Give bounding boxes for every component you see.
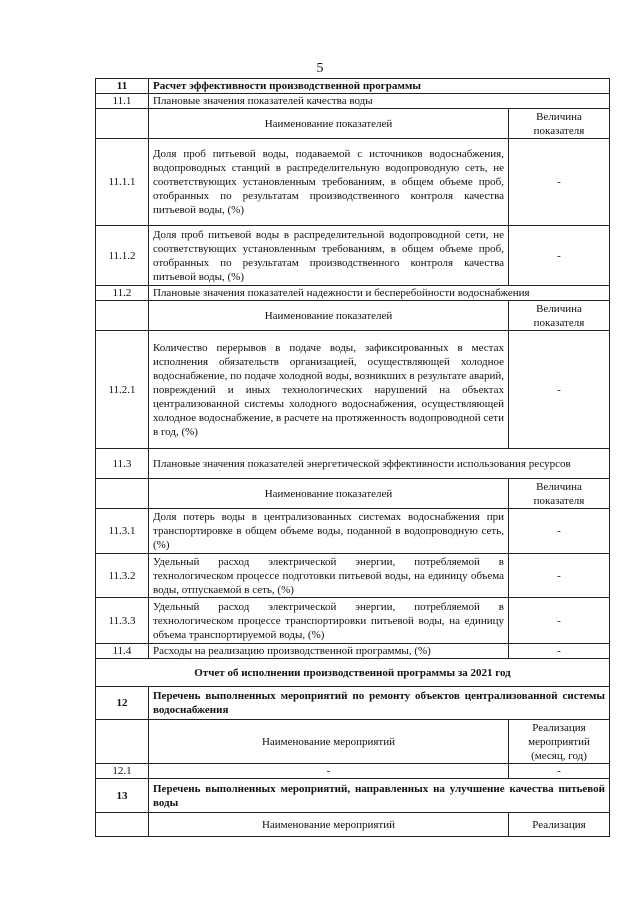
indicator-name: Удельный расход электрической энергии, потребляемой в технологическом процессе подготовки питьевой воды, на единицу объема воды, отпускаемой в сеть, (%) [149, 554, 509, 598]
table-header-row [96, 301, 610, 331]
indicator-name: Количество перерывов в подаче воды, зафиксированных в местах исполнения обязательств организацией, осуществляющей холодное водоснабжение, по подаче холодной воды, возникших в результате аварий, повреждений и иных технологических нарушений на объектах централизованной системы холодного водоснабжения, осуществляющей холодное водоснабжение, в расчете на протяженность водопроводной сети в год, (%) [149, 331, 509, 449]
page-number: 5 [316, 61, 324, 76]
row-number: 11 [96, 79, 149, 94]
table-header-row [96, 109, 610, 139]
column-header-name: Наименование показателей [149, 479, 509, 509]
indicator-value: - [509, 644, 610, 659]
indicator-value: - [509, 139, 610, 226]
row-number: 11.3.3 [96, 598, 149, 644]
row-number: 12.1 [96, 764, 149, 779]
indicator-name: Расходы на реализацию производственной программы, (%) [149, 644, 509, 659]
table-row [96, 598, 610, 644]
indicator-name: Доля проб питьевой воды, подаваемой с источников водоснабжения, водопроводных станций в распределительную водопроводную сеть, не соответствующих установленным требованиям, в общем объеме проб, отобранных по результатам производственного контроля качества питьевой воды, (%) [149, 139, 509, 226]
table-row [96, 779, 610, 813]
row-number: 13 [96, 779, 149, 813]
section-title: Перечень выполненных мероприятий по ремонту объектов централизованной системы водоснабжения [149, 687, 610, 720]
row-number: 11.3.1 [96, 509, 149, 554]
table-row [96, 94, 610, 109]
table-row [96, 509, 610, 554]
table-row [96, 554, 610, 598]
report-heading: Отчет об исполнении производственной программы за 2021 год [96, 659, 610, 687]
table-row [96, 764, 610, 779]
row-number: 11.1.2 [96, 226, 149, 286]
production-program-table [95, 78, 610, 837]
column-header-name: Наименование показателей [149, 109, 509, 139]
row-number: 11.4 [96, 644, 149, 659]
table-row [96, 449, 610, 479]
section-title: Плановые значения показателей надежности и бесперебойности водоснабжения [149, 286, 610, 301]
activity-name: - [149, 764, 509, 779]
table-row [96, 139, 610, 226]
indicator-value: - [509, 554, 610, 598]
indicator-value: - [509, 598, 610, 644]
section-title: Плановые значения показателей энергетической эффективности использования ресурсов [149, 449, 610, 479]
table-row [96, 226, 610, 286]
row-number: 12 [96, 687, 149, 720]
column-header-value: Величина показателя [509, 109, 610, 139]
column-header-name: Наименование мероприятий [149, 813, 509, 837]
indicator-name: Доля проб питьевой воды в распределительной водопроводной сети, не соответствующих установленным требованиям, в общем объеме проб, отобранных по результатам производственного контроля качества питьевой воды, (%) [149, 226, 509, 286]
column-header-value: Реализация мероприятий (месяц, год) [509, 720, 610, 764]
indicator-value: - [509, 331, 610, 449]
table-row [96, 331, 610, 449]
table-header-row [96, 479, 610, 509]
indicator-value: - [509, 226, 610, 286]
row-number: 11.1.1 [96, 139, 149, 226]
table-header-row [96, 813, 610, 837]
row-number: 11.2 [96, 286, 149, 301]
row-number: 11.2.1 [96, 331, 149, 449]
indicator-value: - [509, 509, 610, 554]
column-header-value: Реализация [509, 813, 610, 837]
table-row [96, 687, 610, 720]
activity-value: - [509, 764, 610, 779]
table-header-row [96, 720, 610, 764]
table-row [96, 286, 610, 301]
row-number: 11.3.2 [96, 554, 149, 598]
table-row [96, 79, 610, 94]
section-title: Расчет эффективности производственной программы [149, 79, 610, 94]
section-title: Плановые значения показателей качества воды [149, 94, 610, 109]
indicator-name: Доля потерь воды в централизованных системах водоснабжения при транспортировке в общем объеме воды, поданной в водопроводную сеть, (%) [149, 509, 509, 554]
indicator-name: Удельный расход электрической энергии, потребляемой в технологическом процессе транспортировки питьевой воды, на единицу объема транспортируемой воды, (%) [149, 598, 509, 644]
table-row [96, 644, 610, 659]
column-header-value: Величина показателя [509, 479, 610, 509]
row-number: 11.3 [96, 449, 149, 479]
report-heading-row [96, 659, 610, 687]
section-title: Перечень выполненных мероприятий, направленных на улучшение качества питьевой воды [149, 779, 610, 813]
column-header-value: Величина показателя [509, 301, 610, 331]
column-header-name: Наименование мероприятий [149, 720, 509, 764]
column-header-name: Наименование показателей [149, 301, 509, 331]
row-number: 11.1 [96, 94, 149, 109]
